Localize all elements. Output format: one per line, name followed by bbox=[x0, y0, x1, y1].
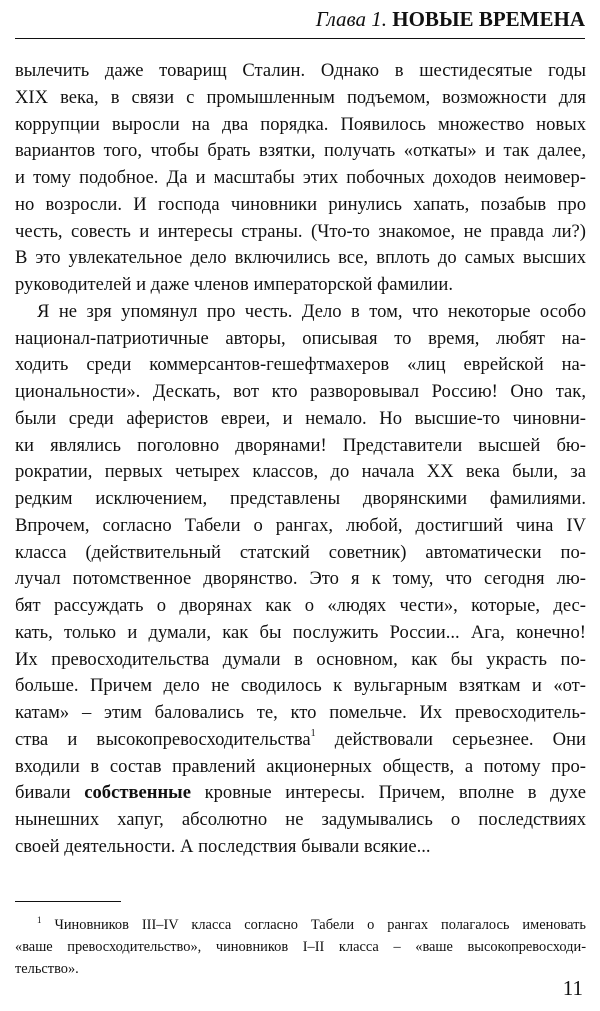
text-line: коррупции выросли на два порядка. Появилось множество новых bbox=[15, 113, 586, 135]
text-line: руководителей и даже членов императорской фамилии. bbox=[15, 274, 453, 295]
text-line: катам» – этим баловались те, кто помельче. Их превосходитель- bbox=[15, 702, 586, 723]
text-line: лучал потомственное дворянство. Это я к тому, что сегодня лю- bbox=[15, 568, 586, 590]
footnote-line: $^1$ Чиновников III–IV класса согласно Табели о рангах полагалось именовать bbox=[37, 915, 586, 933]
text-line: рократии, первых четырех классов, до начала XX века были, за bbox=[15, 461, 586, 483]
footnote-line: «ваше превосходительство», чиновников I–II класса – «ваше высокопревосходи- bbox=[15, 939, 586, 955]
text-line: Я не зря упомянул про честь. Дело в том, что некоторые особо bbox=[37, 300, 586, 322]
text-line: национал-патриотичные авторы, описывая то время, любят на- bbox=[15, 327, 586, 349]
text-line: но возросли. И господа чиновники ринулись хапать, позабыв про bbox=[15, 193, 586, 215]
text-line: нынешних хапуг, абсолютно не задумывались о последствиях bbox=[15, 809, 586, 830]
text-line: Их превосходительства думали в основном, как бы украсть по- bbox=[15, 648, 586, 670]
text-line: XIX века, в связи с промышленным подъемом, возможности для bbox=[15, 86, 586, 108]
footnote-reference: 1 bbox=[310, 727, 316, 739]
body-text bbox=[15, 58, 586, 861]
text-line: кать, только и думали, как бы послужить России... Ага, конечно! bbox=[15, 621, 586, 643]
text-line: ходить среди коммерсантов-гешефтмахеров «лиц еврейской на- bbox=[15, 354, 586, 376]
bold-emphasis: собственные bbox=[84, 782, 191, 804]
text-line: циональности». Дескать, вот кто разворовывал Россию! Оно так, bbox=[15, 381, 586, 402]
chapter-label: Глава 1. bbox=[315, 7, 388, 31]
text-line: входили в состав правлений акционерных обществ, а потому про- bbox=[15, 755, 586, 777]
text-line: редким исключением, представлены дворянскими фамилиями. bbox=[15, 488, 586, 509]
footnote-marker: 1 bbox=[37, 915, 42, 925]
text-line: своей деятельности. А последствия бывали всякие... bbox=[15, 835, 431, 857]
text-line: В это увлекательное дело включились все, вплоть до самых высших bbox=[15, 247, 586, 269]
footnote-divider bbox=[15, 901, 121, 902]
footnote-line: тельство». bbox=[15, 961, 79, 977]
text-line: ства и высокопревосходительства$^1$ действовали серьезнее. Они bbox=[15, 727, 586, 750]
text-line: бят рассуждать о дворянах как о «людях чести», которые, дес- bbox=[15, 595, 586, 616]
text-line: ки являлись поголовно дворянами! Представители высшей бю- bbox=[15, 434, 586, 456]
text-line: класса (действительный статский советник) автоматически по- bbox=[15, 541, 586, 563]
text-line: были среди аферистов евреи, и немало. Но высшие-то чиновни- bbox=[15, 407, 586, 429]
text-line: вылечить даже товарищ Сталин. Однако в шестидесятые годы bbox=[15, 60, 586, 81]
page-number: 11 bbox=[562, 976, 583, 1000]
text-line: вариантов того, чтобы брать взятки, получать «откаты» и так далее, bbox=[15, 140, 586, 162]
running-header bbox=[15, 4, 585, 39]
text-line: бивали собственные кровные интересы. Причем, вполне в духе bbox=[15, 782, 586, 804]
text-line: Впрочем, согласно Табели о рангах, любой, достигший чина IV bbox=[15, 514, 586, 536]
text-line: и тому подобное. Да и масштабы этих побочных доходов неимовер- bbox=[15, 167, 586, 188]
chapter-title: НОВЫЕ ВРЕМЕНА bbox=[392, 7, 585, 31]
footnote bbox=[15, 914, 586, 980]
text-line: больше. Причем дело не сводилось к вульгарным взяткам и «от- bbox=[15, 675, 586, 697]
text-line: честь, совесть и интересы страны. (Что-то знакомое, не правда ли?) bbox=[15, 220, 586, 242]
